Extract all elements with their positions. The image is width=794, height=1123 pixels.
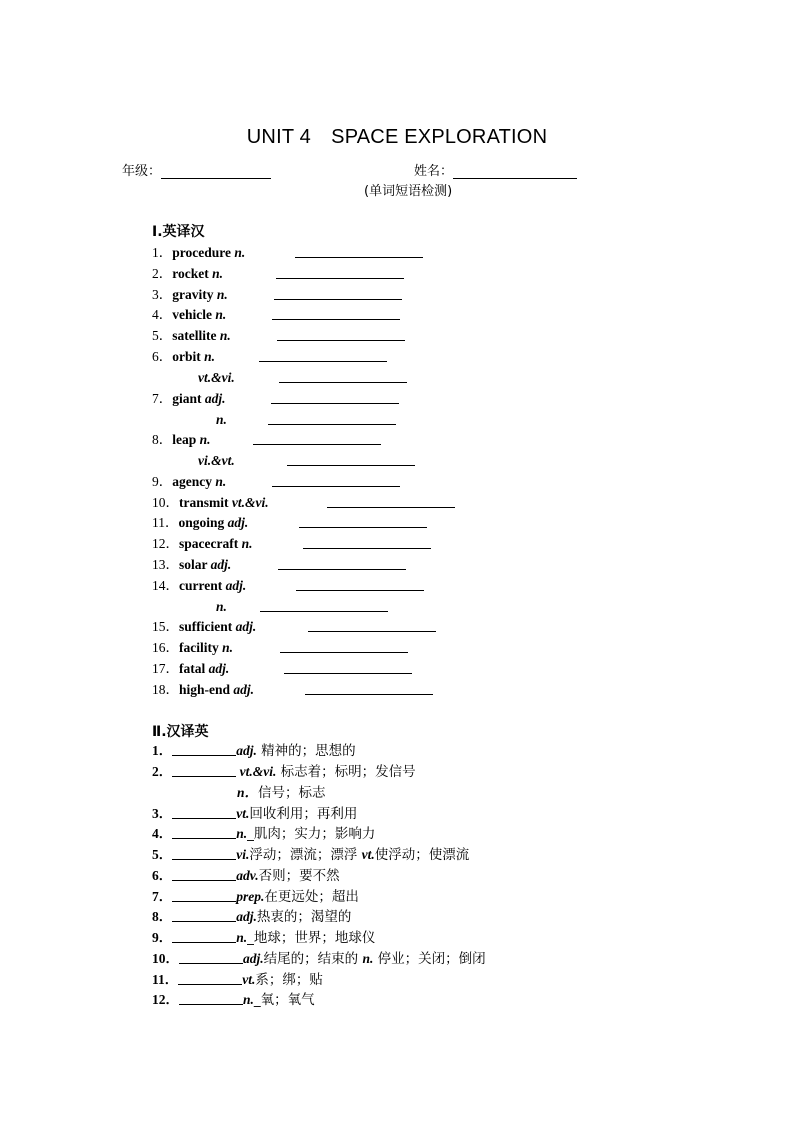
list-item: 10． adj.结尾的；结束的 n. 停业；关闭；倒闭 [152,951,486,967]
list-subitem: vi.&vt. [198,451,235,471]
list-item: 6． adv.否则；要不然 [152,868,340,884]
list-item: 2． vt.&vi. 标志着；标明；发信号 [152,764,416,780]
answer-blank[interactable] [172,804,236,819]
list-subitem: n. [216,597,227,617]
answer-blank[interactable] [327,507,455,508]
section2-heading: Ⅱ.汉译英 [152,724,209,740]
answer-blank[interactable] [276,278,404,279]
answer-blank[interactable] [287,465,415,466]
answer-blank[interactable] [277,340,405,341]
list-item: 18．high-end adj. [152,680,254,700]
answer-blank[interactable] [178,970,242,985]
list-subitem: n．信号；标志 [237,785,326,801]
list-item: 10．transmit vt.&vi. [152,493,269,513]
answer-blank[interactable] [305,694,433,695]
answer-blank[interactable] [272,486,400,487]
list-subitem: n. [216,410,227,430]
answer-blank[interactable] [179,990,243,1005]
answer-blank[interactable] [308,631,436,632]
answer-blank[interactable] [260,611,388,612]
answer-blank[interactable] [172,928,236,943]
answer-blank[interactable] [272,319,400,320]
list-item: 2．rocket n. [152,264,223,284]
list-item: 1．procedure n. [152,243,245,263]
list-item: 4． n._肌肉；实力；影响力 [152,826,376,842]
list-item: 11．ongoing adj. [152,513,248,533]
list-item: 6．orbit n. [152,347,215,367]
answer-blank[interactable] [280,652,408,653]
answer-blank[interactable] [303,548,431,549]
list-subitem: vt.&vi. [198,368,235,388]
list-item: 13．solar adj. [152,555,231,575]
name-label: 姓名： [414,164,454,179]
answer-blank[interactable] [172,845,236,860]
list-item: 3． vt.回收利用；再利用 [152,806,358,822]
answer-blank[interactable] [172,762,236,777]
answer-blank[interactable] [172,866,236,881]
list-item: 9． n._地球；世界；地球仪 [152,930,376,946]
list-item: 12．spacecraft n. [152,534,253,554]
answer-blank[interactable] [284,673,412,674]
list-item: 11． vt.系；绑；贴 [152,972,323,988]
list-item: 8． adj.热衷的；渴望的 [152,909,352,925]
list-item: 3．gravity n. [152,285,228,305]
answer-blank[interactable] [271,403,399,404]
answer-blank[interactable] [172,824,236,839]
list-item: 4．vehicle n. [152,305,226,325]
list-item: 7． prep.在更远处；超出 [152,889,359,905]
list-item: 15．sufficient adj. [152,617,256,637]
answer-blank[interactable] [172,907,236,922]
answer-blank[interactable] [296,590,424,591]
name-field [414,160,577,179]
answer-blank[interactable] [278,569,406,570]
list-item: 12． n._氧；氧气 [152,992,315,1008]
grade-field [122,160,271,179]
answer-blank[interactable] [299,527,427,528]
list-item: 5．satellite n. [152,326,231,346]
answer-blank[interactable] [259,361,387,362]
list-item: 17．fatal adj. [152,659,229,679]
answer-blank[interactable] [179,949,243,964]
answer-blank[interactable] [268,424,396,425]
list-item: 9．agency n. [152,472,226,492]
answer-blank[interactable] [172,741,236,756]
list-item: 14．current adj. [152,576,246,596]
answer-blank[interactable] [274,299,402,300]
list-item: 8．leap n. [152,430,211,450]
list-item: 7．giant adj. [152,389,226,409]
grade-blank[interactable] [161,164,271,179]
subtitle: (单词短语检测) [364,184,453,199]
grade-label: 年级： [122,164,162,179]
answer-blank[interactable] [279,382,407,383]
page-title: UNIT 4 SPACE EXPLORATION [246,126,548,148]
answer-blank[interactable] [253,444,381,445]
answer-blank[interactable] [172,887,236,902]
answer-blank[interactable] [295,257,423,258]
list-item: 16．facility n. [152,638,233,658]
list-item: 1． adj. 精神的；思想的 [152,743,356,759]
section1-heading: Ⅰ.英译汉 [152,224,205,240]
list-item: 5． vi.浮动；漂流；漂浮 vt.使浮动；使漂流 [152,847,470,863]
name-blank[interactable] [453,164,577,179]
